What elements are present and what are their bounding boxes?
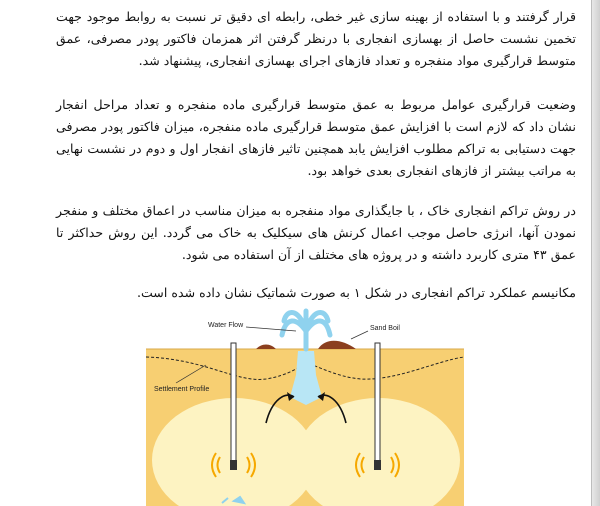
- paragraph-4: [56, 282, 576, 304]
- borehole-right: [375, 343, 380, 465]
- sand-boil-label: Sand Boil: [370, 325, 400, 332]
- paragraph-3: [56, 200, 576, 266]
- paragraph-2-text: وضعیت قرارگیری عوامل مربوط به عمق متوسط قرارگیری ماده منفجره و تعداد مراحل انفجار نشان داد که لازم است با افزایش عمق متوسط قرارگیری ماده منفجره، میزان فاکتور پودر مصرفی جهت دستیابی به تراکم مطلوب افزایش یابد همچنین تاثیر فازهای انفجار اول و دوم در نشست نهایی به مراتب بیشتر از فازهای انفجاری بعدی خواهد بود.: [56, 97, 576, 178]
- water-flow-fountain-icon: [282, 311, 330, 349]
- sand-boil-mound: [318, 341, 356, 349]
- paragraph-1-text: قرار گرفتند و با استفاده از بهینه سازی غیر خطی، رابطه ای دقیق تر نسبت به روابط موجود جهت تخمین نشست حاصل از بهسازی انفجاری با درنظر گرفتن اثر همزمان فاکتور پودر مصرفی، عمق متوسط قرارگیری مواد منفجره و تعداد فازهای اجرای بهسازی انفجاری، پیشنهاد شد.: [56, 9, 576, 68]
- paragraph-4-text: مکانیسم عملکرد تراکم انفجاری در شکل ۱ به صورت شماتیک نشان داده شده است.: [136, 285, 576, 300]
- paragraph-3-text: در روش تراکم انفجاری خاک ، با جایگذاری مواد منفجره به میزان مناسب در اعماق مختلف و منفجر نمودن آنها، انرژی حاصل موجب اعمال کرنش های سیکلیک به خاک می گردد. این روش حداکثر تا عمق ۴۳ متری کاربرد داشته و در پروژه های مختلف از آن استفاده می شود.: [56, 203, 576, 262]
- page-edge-shadow: [591, 0, 600, 506]
- paragraph-2: [56, 94, 576, 182]
- blast-densification-diagram: [146, 305, 464, 506]
- paragraph-1: [56, 6, 576, 72]
- water-flow-leader: [246, 327, 296, 331]
- sand-boil-mound-small: [256, 345, 276, 350]
- water-flow-label: Water Flow: [208, 322, 244, 329]
- borehole-left: [231, 343, 236, 465]
- sand-boil-leader: [351, 331, 368, 339]
- settlement-profile-label: Settlement Profile: [154, 386, 210, 393]
